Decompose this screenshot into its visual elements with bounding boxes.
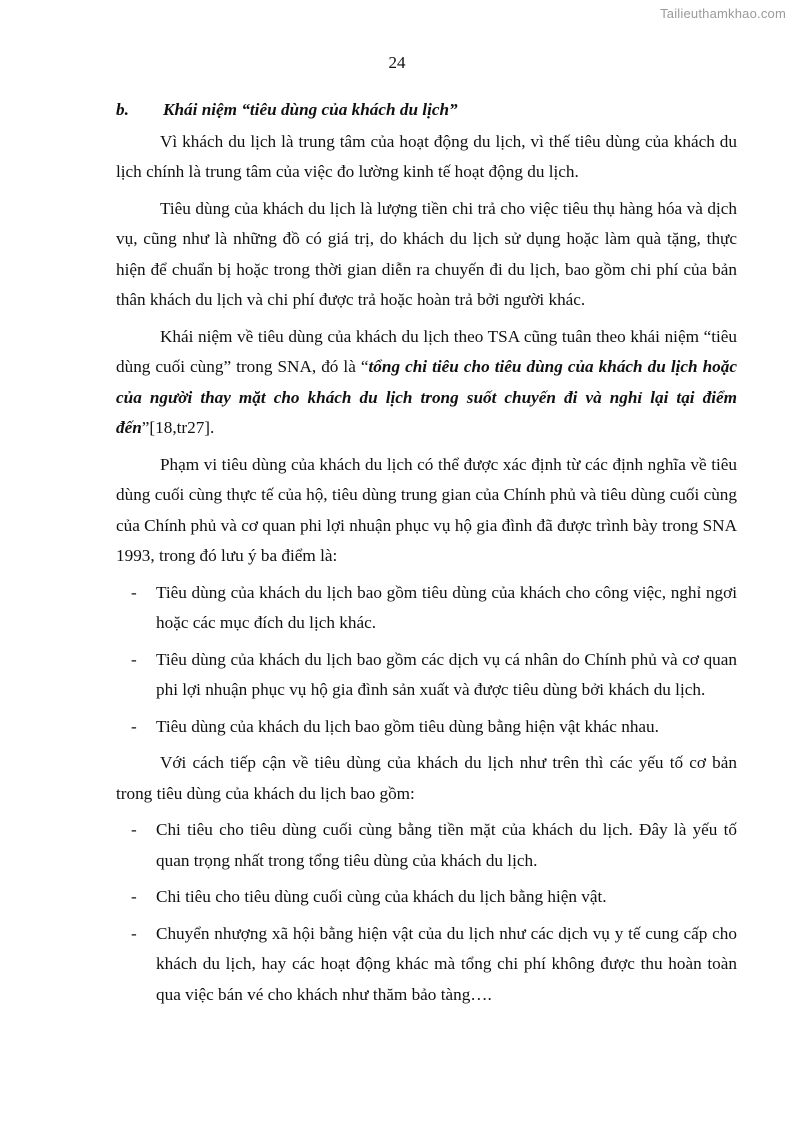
scope-list xyxy=(116,578,737,743)
elements-list xyxy=(116,815,737,1010)
paragraph-4: Phạm vi tiêu dùng của khách du lịch có thể được xác định từ các định nghĩa về tiêu dùng cuối cùng thực tế của hộ, tiêu dùng trung gian của Chính phủ và tiêu dùng cuối cùng của Chính phủ và cơ quan phi lợi nhuận phục vụ hộ gia đình đã được trình bày trong SNA 1993, trong đó lưu ý ba điểm là: xyxy=(116,454,737,565)
list-item-text: Tiêu dùng của khách du lịch bao gồm tiêu dùng bằng hiện vật khác nhau. xyxy=(156,716,659,736)
paragraph-3-start: Khái niệm về tiêu dùng của khách du lịch theo TSA cũng tuân theo khái niệm “tiêu dùng cuối cùng” trong SNA, đó là “ xyxy=(116,326,737,376)
list-item-text: Chi tiêu cho tiêu dùng cuối cùng bằng tiền mặt của khách du lịch. Đây là yếu tố quan trọng nhất trong tổng tiêu dùng của khách du lịch. xyxy=(156,820,737,870)
definition-quote: tổng chi tiêu cho tiêu dùng của khách du lịch hoặc của người thay mặt cho khách du lịch trong suốt chuyến đi và nghỉ lại tại điểm đến xyxy=(116,357,738,437)
section-heading xyxy=(116,95,737,126)
paragraph-2: Tiêu dùng của khách du lịch là lượng tiền chi trả cho việc tiêu thụ hàng hóa và dịch vụ, cũng như là những đồ có giá trị, do khách du lịch sử dụng hoặc làm quà tặng, thực hiện để chuẩn bị hoặc trong thời gian diễn ra chuyến đi du lịch, bao gồm chi phí của bản thân khách du lịch và chi phí được trả hoặc hoàn trả bởi người khác. xyxy=(116,198,737,309)
list-item xyxy=(116,578,737,639)
list-item-text: Chuyển nhượng xã hội bằng hiện vật của du lịch như các dịch vụ y tế cung cấp cho khách du lịch, hay các hoạt động khác mà tổng chi phí không được thu hoàn toàn qua việc bán vé cho khách như thăm bảo tàng…. xyxy=(156,923,737,1004)
paragraph-5: Với cách tiếp cận về tiêu dùng của khách du lịch như trên thì các yếu tố cơ bản trong tiêu dùng của khách du lịch bao gồm: xyxy=(116,753,737,803)
dash-bullet: - xyxy=(131,582,137,602)
list-item xyxy=(116,919,737,1011)
dash-bullet: - xyxy=(131,820,137,839)
list-item-text: Tiêu dùng của khách du lịch bao gồm các dịch vụ cá nhân do Chính phủ và cơ quan phi lợi nhuận phục vụ hộ gia đình sản xuất và được tiêu dùng bởi khách du lịch. xyxy=(156,649,737,699)
list-item-text: Tiêu dùng của khách du lịch bao gồm tiêu dùng của khách cho công việc, nghỉ ngơi hoặc các mục đích du lịch khác. xyxy=(156,582,737,632)
paragraph-3 xyxy=(116,322,737,444)
list-item xyxy=(116,882,737,913)
page-number: 24 xyxy=(388,53,406,72)
section-marker: b. xyxy=(116,100,129,119)
citation: ”[18,tr27]. xyxy=(141,418,215,437)
dash-bullet: - xyxy=(131,716,137,736)
paragraph-1: Vì khách du lịch là trung tâm của hoạt động du lịch, vì thế tiêu dùng của khách du lịch chính là trung tâm của việc đo lường kinh tế hoạt động du lịch. xyxy=(116,131,737,181)
document-body xyxy=(116,95,737,1016)
dash-bullet: - xyxy=(131,649,137,669)
dash-bullet: - xyxy=(131,887,137,906)
list-item xyxy=(116,645,737,706)
list-item xyxy=(116,815,737,876)
watermark: Tailieuthamkhao.com xyxy=(660,6,786,21)
section-title: Khái niệm “tiêu dùng của khách du lịch” xyxy=(163,100,458,119)
list-item-text: Chi tiêu cho tiêu dùng cuối cùng của khách du lịch bằng hiện vật. xyxy=(156,887,607,906)
dash-bullet: - xyxy=(131,923,137,943)
list-item xyxy=(116,712,737,743)
